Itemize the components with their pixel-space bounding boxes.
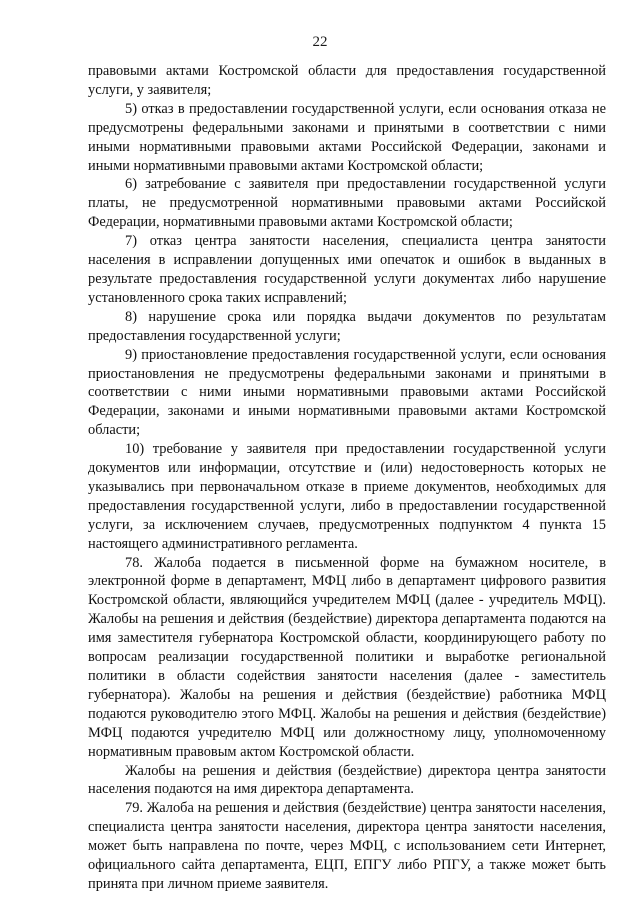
paragraph-continuation: правовыми актами Костромской области для предоставления государственной услуги, у заявителя; — [88, 63, 606, 98]
paragraph-section-78-addendum: Жалобы на решения и действия (бездействие) директора центра занятости населения подаются на имя директора департамента. — [88, 762, 606, 798]
page-number: 22 — [312, 34, 328, 50]
paragraph-item-8: 8) нарушение срока или порядка выдачи документов по результатам предоставления государственной услуги; — [88, 308, 606, 344]
paragraph-item-7: 7) отказ центра занятости населения, специалиста центра занятости населения в исправлении допущенных ими опечаток и ошибок в выданных в результате предоставления государственной услуги документах либо нарушение установленного срока таких исправлений; — [88, 233, 606, 306]
paragraph-item-5: 5) отказ в предоставлении государственной услуги, если основания отказа не предусмотрены федеральными законами и принятыми в соответствии с ними иными нормативными правовыми актами Российской Федерации, законами и иными нормативными правовыми актами Костромской области; — [88, 100, 606, 174]
paragraph-item-6: 6) затребование с заявителя при предоставлении государственной услуги платы, не предусмотренной нормативными правовыми актами Российской Федерации, нормативными правовыми актами Костромской области; — [88, 176, 606, 231]
document-body — [88, 62, 606, 894]
paragraph-section-78: 78. Жалоба подается в письменной форме на бумажном носителе, в электронной форме в департамент, МФЦ либо в департамент цифрового развития Костромской области, являющийся учредителем МФЦ (далее - учредитель МФЦ). Жалобы на решения и действия (бездействие) директора департамента подаются на имя заместителя губернатора Костромской области, координирующего работу по вопросам реализации государственной политики и выработке региональной политики в области содействия занятости населения (далее - заместитель губернатора). Жалобы на решения и действия (бездействие) работника МФЦ подаются руководителю этого МФЦ. Жалобы на решения и действия (бездействие) МФЦ подаются учредителю МФЦ или должностному лицу, уполномоченному нормативным правовым актом Костромской области. — [88, 554, 606, 760]
paragraph-item-9: 9) приостановление предоставления государственной услуги, если основания приостановления не предусмотрены федеральными законами и принятыми в соответствии с ними иными нормативными правовыми актами Российской Федерации, законами и иными нормативными правовыми актами Костромской области; — [88, 346, 606, 439]
paragraph-section-79: 79. Жалоба на решения и действия (бездействие) центра занятости населения, специалиста центра занятости населения, директора центра занятости населения, может быть направлена по почте, через МФЦ, с использованием сети Интернет, официального сайта департамента, ЕЦП, ЕПГУ либо РПГУ, а также может быть принята при личном приеме заявителя. — [88, 800, 606, 892]
paragraph-item-10: 10) требование у заявителя при предоставлении государственной услуги документов или информации, отсутствие и (или) недостоверность которых не указывались при первоначальном отказе в приеме документов, необходимых для предоставления государственной услуги, либо в предоставлении государственной услуги, за исключением случаев, предусмотренных подпунктом 4 пункта 15 настоящего административного регламента. — [88, 441, 606, 552]
